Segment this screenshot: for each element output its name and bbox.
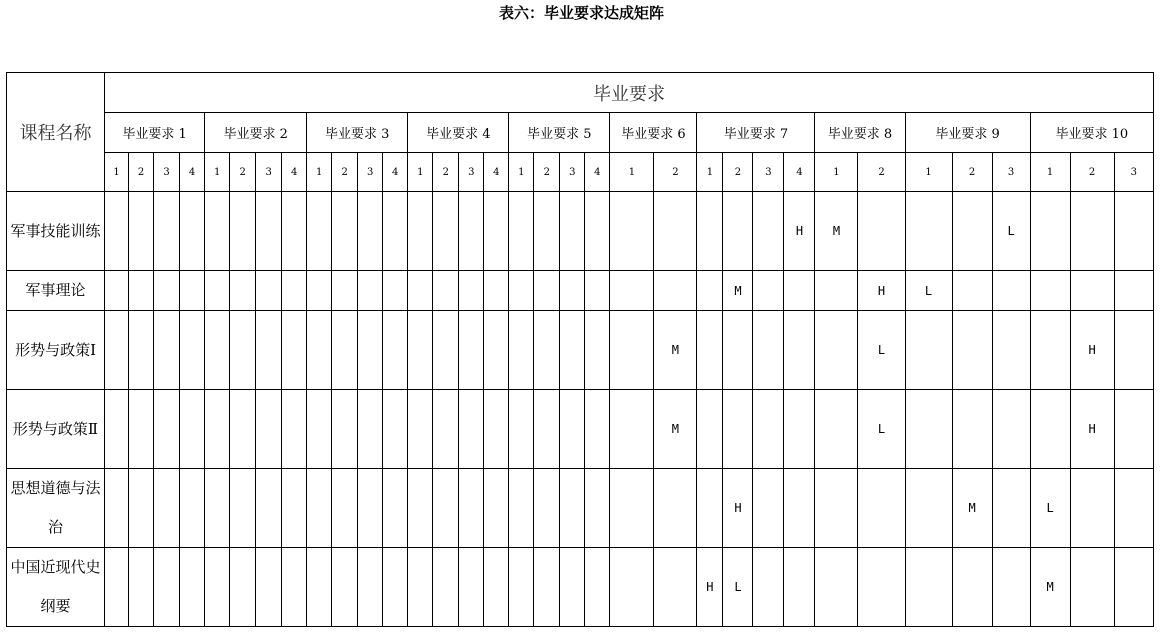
- subindicator-6-2: 2: [654, 153, 697, 192]
- table-row: [7, 311, 1154, 390]
- subindicator-1-4: 4: [180, 153, 205, 192]
- course-name: 军事理论: [7, 271, 105, 311]
- matrix-cell: [256, 390, 282, 469]
- matrix-cell: M: [654, 311, 697, 390]
- matrix-cell: [585, 548, 610, 627]
- course-name: 形势与政策Ⅰ: [7, 311, 105, 390]
- matrix-cell: [560, 271, 585, 311]
- matrix-cell: [205, 311, 230, 390]
- subindicator-7-2: 2: [723, 153, 753, 192]
- matrix-cell: [459, 271, 484, 311]
- matrix-cell: [723, 311, 753, 390]
- matrix-cell: [433, 271, 459, 311]
- matrix-cell: [610, 548, 654, 627]
- graduation-requirements-header: 毕业要求: [105, 73, 1154, 113]
- matrix-cell: [992, 469, 1030, 548]
- matrix-cell: [459, 548, 484, 627]
- subindicator-7-4: 4: [784, 153, 815, 192]
- table-row: [7, 469, 1154, 548]
- matrix-cell: [433, 390, 459, 469]
- matrix-cell: [723, 390, 753, 469]
- matrix-cell: [358, 469, 383, 548]
- subindicator-5-3: 3: [560, 153, 585, 192]
- matrix-cell: [534, 311, 560, 390]
- course-name-header: 课程名称: [7, 73, 105, 192]
- matrix-cell: [129, 548, 154, 627]
- matrix-cell: [905, 311, 952, 390]
- matrix-cell: [1114, 469, 1153, 548]
- requirement-header-9: 毕业要求 9: [905, 113, 1030, 153]
- matrix-cell: [697, 469, 723, 548]
- matrix-cell: [610, 192, 654, 271]
- matrix-cell: [560, 469, 585, 548]
- subindicator-2-1: 1: [205, 153, 230, 192]
- matrix-cell: [358, 311, 383, 390]
- matrix-cell: [509, 271, 534, 311]
- matrix-cell: [697, 390, 723, 469]
- matrix-cell: [408, 548, 433, 627]
- header-row-subindicators: [7, 153, 1154, 192]
- matrix-cell: [697, 311, 723, 390]
- page-title: 表六：毕业要求达成矩阵: [498, 4, 664, 22]
- matrix-cell: [858, 548, 905, 627]
- subindicator-4-2: 2: [433, 153, 459, 192]
- matrix-cell: [129, 390, 154, 469]
- matrix-cell: [332, 311, 358, 390]
- matrix-cell: [784, 548, 815, 627]
- matrix-cell: M: [654, 390, 697, 469]
- matrix-cell: [332, 271, 358, 311]
- matrix-cell: [815, 548, 858, 627]
- matrix-cell: [433, 469, 459, 548]
- matrix-cell: [408, 192, 433, 271]
- matrix-cell: [105, 192, 129, 271]
- requirement-header-8: 毕业要求 8: [815, 113, 905, 153]
- course-name: 军事技能训练: [7, 192, 105, 271]
- subindicator-2-4: 4: [282, 153, 307, 192]
- matrix-cell: [509, 469, 534, 548]
- matrix-cell: [105, 469, 129, 548]
- matrix-cell: [180, 192, 205, 271]
- matrix-cell: [784, 469, 815, 548]
- header-row-requirements: [7, 113, 1154, 153]
- matrix-cell: [256, 548, 282, 627]
- matrix-cell: [1030, 271, 1070, 311]
- matrix-cell: [1114, 271, 1153, 311]
- subindicator-4-4: 4: [484, 153, 509, 192]
- matrix-cell: [256, 271, 282, 311]
- matrix-cell: [585, 192, 610, 271]
- matrix-cell: [282, 192, 307, 271]
- matrix-cell: M: [952, 469, 992, 548]
- matrix-cell: [205, 469, 230, 548]
- matrix-cell: [129, 311, 154, 390]
- matrix-cell: [433, 192, 459, 271]
- subindicator-7-1: 1: [697, 153, 723, 192]
- matrix-cell: [383, 469, 408, 548]
- matrix-cell: [282, 311, 307, 390]
- matrix-cell: [459, 192, 484, 271]
- matrix-cell: [697, 271, 723, 311]
- requirement-header-6: 毕业要求 6: [610, 113, 697, 153]
- matrix-cell: [282, 390, 307, 469]
- matrix-cell: [459, 311, 484, 390]
- matrix-cell: [1070, 548, 1114, 627]
- subindicator-3-1: 1: [307, 153, 332, 192]
- matrix-cell: [610, 271, 654, 311]
- subindicator-4-1: 1: [408, 153, 433, 192]
- requirement-header-2: 毕业要求 2: [205, 113, 307, 153]
- matrix-cell: H: [1070, 311, 1114, 390]
- matrix-cell: [484, 271, 509, 311]
- subindicator-3-3: 3: [358, 153, 383, 192]
- matrix-cell: [256, 192, 282, 271]
- matrix-cell: [534, 548, 560, 627]
- matrix-cell: [1030, 390, 1070, 469]
- matrix-cell: [560, 390, 585, 469]
- subindicator-10-2: 2: [1070, 153, 1114, 192]
- matrix-cell: [784, 390, 815, 469]
- matrix-cell: [1114, 390, 1153, 469]
- matrix-cell: [383, 390, 408, 469]
- requirement-header-1: 毕业要求 1: [105, 113, 205, 153]
- course-name: 形势与政策Ⅱ: [7, 390, 105, 469]
- requirement-header-3: 毕业要求 3: [307, 113, 408, 153]
- matrix-cell: [332, 469, 358, 548]
- matrix-cell: [105, 390, 129, 469]
- matrix-cell: [484, 548, 509, 627]
- matrix-cell: [383, 548, 408, 627]
- matrix-cell: [534, 271, 560, 311]
- matrix-cell: [154, 390, 180, 469]
- matrix-cell: [1070, 271, 1114, 311]
- matrix-cell: [484, 192, 509, 271]
- subindicator-10-3: 3: [1114, 153, 1153, 192]
- subindicator-2-3: 3: [256, 153, 282, 192]
- table-row: [7, 548, 1154, 627]
- matrix-cell: [610, 469, 654, 548]
- matrix-cell: L: [723, 548, 753, 627]
- matrix-cell: [952, 271, 992, 311]
- matrix-cell: [433, 548, 459, 627]
- matrix-cell: [952, 192, 992, 271]
- matrix-cell: M: [1030, 548, 1070, 627]
- matrix-cell: [992, 390, 1030, 469]
- matrix-cell: [585, 469, 610, 548]
- matrix-cell: M: [815, 192, 858, 271]
- matrix-cell: [815, 469, 858, 548]
- subindicator-3-2: 2: [332, 153, 358, 192]
- matrix-cell: [383, 311, 408, 390]
- matrix-cell: [129, 469, 154, 548]
- matrix-cell: [459, 390, 484, 469]
- matrix-cell: [332, 390, 358, 469]
- matrix-cell: [858, 469, 905, 548]
- matrix-cell: [105, 311, 129, 390]
- matrix-cell: [154, 469, 180, 548]
- course-name: 思想道德与法治: [7, 469, 105, 548]
- matrix-cell: [230, 311, 256, 390]
- matrix-cell: [585, 311, 610, 390]
- matrix-cell: [484, 311, 509, 390]
- matrix-cell: [282, 271, 307, 311]
- matrix-cell: [905, 469, 952, 548]
- matrix-cell: H: [697, 548, 723, 627]
- matrix-cell: [154, 192, 180, 271]
- matrix-cell: [534, 390, 560, 469]
- subindicator-8-2: 2: [858, 153, 905, 192]
- matrix-cell: [383, 271, 408, 311]
- matrix-cell: [307, 390, 332, 469]
- matrix-cell: [992, 548, 1030, 627]
- matrix-cell: [952, 311, 992, 390]
- matrix-cell: [484, 469, 509, 548]
- subindicator-5-4: 4: [585, 153, 610, 192]
- matrix-cell: [105, 271, 129, 311]
- matrix-cell: [358, 192, 383, 271]
- matrix-cell: [905, 390, 952, 469]
- subindicator-1-2: 2: [129, 153, 154, 192]
- subindicator-3-4: 4: [383, 153, 408, 192]
- matrix-cell: [154, 311, 180, 390]
- matrix-cell: [753, 390, 784, 469]
- subindicator-1-3: 3: [154, 153, 180, 192]
- matrix-cell: L: [858, 390, 905, 469]
- matrix-cell: [408, 311, 433, 390]
- matrix-cell: [1114, 548, 1153, 627]
- matrix-cell: [205, 548, 230, 627]
- matrix-cell: [408, 469, 433, 548]
- matrix-cell: [180, 311, 205, 390]
- matrix-cell: [509, 192, 534, 271]
- matrix-cell: [129, 271, 154, 311]
- matrix-cell: [815, 271, 858, 311]
- matrix-cell: [282, 548, 307, 627]
- matrix-cell: [610, 390, 654, 469]
- subindicator-1-1: 1: [105, 153, 129, 192]
- matrix-cell: [1070, 469, 1114, 548]
- matrix-cell: [654, 192, 697, 271]
- matrix-cell: [358, 390, 383, 469]
- subindicator-9-2: 2: [952, 153, 992, 192]
- matrix-cell: [610, 311, 654, 390]
- matrix-cell: [230, 390, 256, 469]
- matrix-cell: [230, 469, 256, 548]
- matrix-cell: [509, 548, 534, 627]
- matrix-cell: [1114, 311, 1153, 390]
- matrix-cell: [180, 548, 205, 627]
- matrix-cell: M: [723, 271, 753, 311]
- matrix-cell: [952, 548, 992, 627]
- matrix-cell: [1030, 192, 1070, 271]
- requirement-header-10: 毕业要求 10: [1030, 113, 1153, 153]
- matrix-cell: [282, 469, 307, 548]
- matrix-cell: [230, 271, 256, 311]
- matrix-cell: [992, 311, 1030, 390]
- matrix-cell: [560, 548, 585, 627]
- table-row: [7, 192, 1154, 271]
- matrix-cell: [585, 390, 610, 469]
- matrix-cell: [560, 192, 585, 271]
- header-row-main: [7, 73, 1154, 113]
- subindicator-6-1: 1: [610, 153, 654, 192]
- subindicator-8-1: 1: [815, 153, 858, 192]
- subindicator-4-3: 3: [459, 153, 484, 192]
- requirement-header-7: 毕业要求 7: [697, 113, 815, 153]
- matrix-cell: [408, 390, 433, 469]
- matrix-cell: [180, 271, 205, 311]
- matrix-cell: [105, 548, 129, 627]
- matrix-cell: [332, 192, 358, 271]
- matrix-cell: [307, 271, 332, 311]
- course-name: 中国近现代史纲要: [7, 548, 105, 627]
- matrix-cell: [654, 271, 697, 311]
- matrix-cell: [129, 192, 154, 271]
- matrix-cell: [154, 548, 180, 627]
- matrix-cell: [358, 548, 383, 627]
- table-row: [7, 271, 1154, 311]
- matrix-cell: [905, 548, 952, 627]
- matrix-cell: [753, 271, 784, 311]
- matrix-cell: [858, 192, 905, 271]
- matrix-cell: [307, 469, 332, 548]
- matrix-cell: [815, 390, 858, 469]
- matrix-cell: [307, 548, 332, 627]
- requirement-header-5: 毕业要求 5: [509, 113, 610, 153]
- matrix-cell: [784, 311, 815, 390]
- matrix-cell: [753, 192, 784, 271]
- matrix-cell: [358, 271, 383, 311]
- matrix-cell: [230, 192, 256, 271]
- matrix-cell: [332, 548, 358, 627]
- matrix-cell: H: [784, 192, 815, 271]
- matrix-cell: [408, 271, 433, 311]
- matrix-cell: [154, 271, 180, 311]
- matrix-cell: [307, 311, 332, 390]
- matrix-cell: H: [723, 469, 753, 548]
- graduation-requirements-matrix: [6, 72, 1154, 627]
- matrix-cell: [697, 192, 723, 271]
- matrix-cell: [509, 390, 534, 469]
- matrix-cell: L: [1030, 469, 1070, 548]
- matrix-cell: [230, 548, 256, 627]
- requirement-header-4: 毕业要求 4: [408, 113, 509, 153]
- matrix-cell: [753, 548, 784, 627]
- matrix-cell: [654, 469, 697, 548]
- matrix-cell: [992, 271, 1030, 311]
- matrix-cell: [1030, 311, 1070, 390]
- matrix-cell: [509, 311, 534, 390]
- matrix-cell: [560, 311, 585, 390]
- matrix-cell: [205, 390, 230, 469]
- matrix-cell: [534, 469, 560, 548]
- matrix-cell: [654, 548, 697, 627]
- matrix-cell: L: [992, 192, 1030, 271]
- matrix-cell: [1070, 192, 1114, 271]
- matrix-cell: [433, 311, 459, 390]
- matrix-cell: [534, 192, 560, 271]
- matrix-cell: [256, 311, 282, 390]
- matrix-cell: L: [858, 311, 905, 390]
- matrix-cell: [952, 390, 992, 469]
- matrix-cell: [753, 469, 784, 548]
- matrix-cell: H: [1070, 390, 1114, 469]
- matrix-cell: [723, 192, 753, 271]
- matrix-cell: [180, 469, 205, 548]
- matrix-cell: [753, 311, 784, 390]
- subindicator-2-2: 2: [230, 153, 256, 192]
- matrix-cell: [905, 192, 952, 271]
- matrix-cell: [383, 192, 408, 271]
- matrix-cell: [256, 469, 282, 548]
- matrix-cell: [1114, 192, 1153, 271]
- matrix-cell: [205, 271, 230, 311]
- matrix-cell: [585, 271, 610, 311]
- subindicator-9-3: 3: [992, 153, 1030, 192]
- matrix-cell: L: [905, 271, 952, 311]
- matrix-cell: [459, 469, 484, 548]
- subindicator-5-2: 2: [534, 153, 560, 192]
- matrix-cell: H: [858, 271, 905, 311]
- matrix-cell: [307, 192, 332, 271]
- matrix-cell: [180, 390, 205, 469]
- subindicator-7-3: 3: [753, 153, 784, 192]
- subindicator-9-1: 1: [905, 153, 952, 192]
- subindicator-5-1: 1: [509, 153, 534, 192]
- matrix-cell: [205, 192, 230, 271]
- matrix-cell: [815, 311, 858, 390]
- table-row: [7, 390, 1154, 469]
- subindicator-10-1: 1: [1030, 153, 1070, 192]
- matrix-cell: [484, 390, 509, 469]
- matrix-cell: [784, 271, 815, 311]
